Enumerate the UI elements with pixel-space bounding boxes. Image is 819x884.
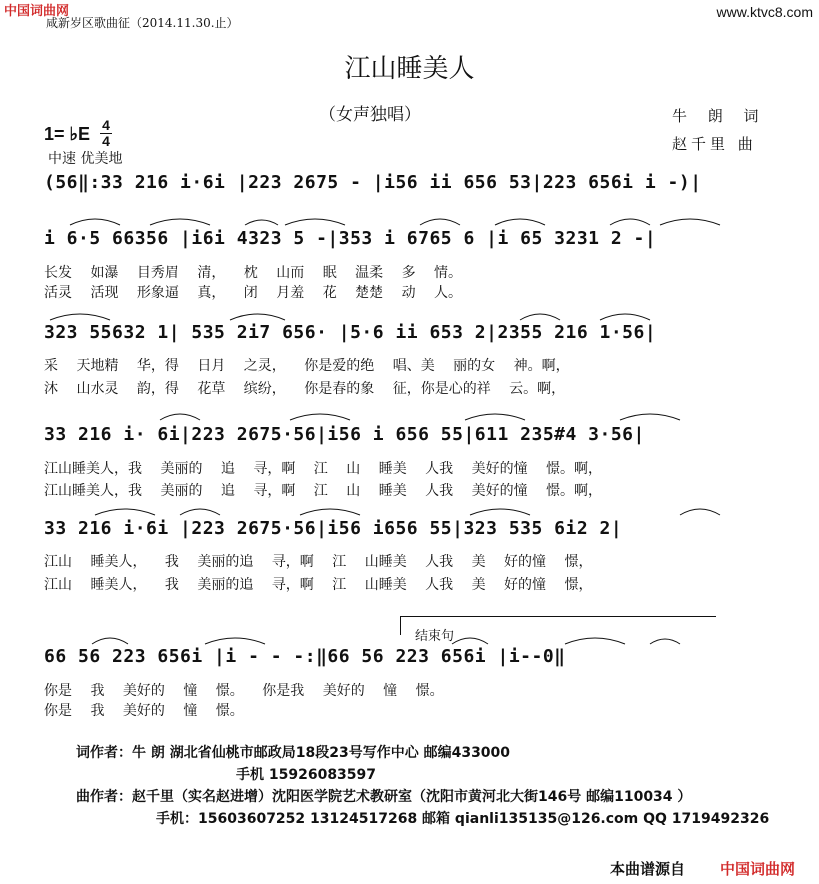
source-prefix: 本曲谱源自 [610, 860, 686, 878]
lyric-line-2-verse-1: 长发 如瀑 目秀眉 清， 枕 山而 眠 温柔 多 情。 [44, 265, 463, 281]
notation-line-6: 66 56 223 656i |i - - -:‖66 56 223 656i |i--0‖ [44, 646, 566, 667]
song-subtitle: （女声独唱） [319, 105, 421, 125]
lyricist-phone: 手机 15926083597 [236, 767, 377, 783]
notation-line-3: 323 55632 1| 535 2i7 656· |5·6 ii 653 2|2355 216 1·56| [44, 322, 657, 343]
time-signature-bottom: 4 [102, 133, 110, 149]
lyric-line-2-verse-2: 活灵 活现 形象逼 真， 闭 月羞 花 楚楚 动 人。 [44, 285, 463, 301]
lyric-line-6-verse-2: 你是 我 美好的 憧 憬。 [44, 703, 244, 719]
composer-credit: 赵千里 曲 [672, 135, 757, 153]
lyric-line-5-verse-2: 江山 睡美人， 我 美丽的追 寻，啊 江 山睡美 人我 美 好的憧 憬， [44, 577, 593, 593]
key-signature: 1= ♭E [44, 124, 91, 144]
lyric-line-3-verse-1: 采 天地精 华，得 日月 之灵， 你是爱的绝 唱、美 丽的女 神。啊， [44, 358, 570, 374]
notation-line-5: 33 216 i·6i |223 2675·56|i56 i656 55|323 535 6i2 2| [44, 518, 623, 539]
composer-contact: 手机：15603607252 13124517268 邮箱 qianli135135@126.com QQ 1719492326 [156, 811, 770, 827]
ending-label: 结束句 [415, 629, 455, 644]
contest-note: 咸新岁区歌曲征（2014.11.30.止） [46, 16, 239, 30]
watermark-url[interactable]: www.ktvc8.com [716, 4, 813, 20]
tempo-marking: 中速 优美地 [48, 151, 123, 167]
song-title: 江山睡美人 [344, 54, 475, 84]
lyricist-credit: 牛 朗 词 [672, 107, 767, 125]
source-site-link[interactable]: 中国词曲网 [720, 860, 796, 878]
lyric-line-4-verse-1: 江山睡美人，我 美丽的 追 寻，啊 江 山 睡美 人我 美好的憧 憬。啊， [44, 461, 603, 477]
time-signature-top: 4 [102, 117, 110, 133]
composer-address: 曲作者：赵千里（实名赵进增）沈阳医学院艺术教研室（沈阳市黄河北大街146号 邮编110034 ） [76, 789, 692, 805]
lyric-line-6-verse-1: 你是 我 美好的 憧 憬。 你是我 美好的 憧 憬。 [44, 683, 444, 699]
lyricist-address: 词作者：牛 朗 湖北省仙桃市邮政局18段23号写作中心 邮编433000 [76, 745, 511, 761]
lyric-line-4-verse-2: 江山睡美人，我 美丽的 追 寻，啊 江 山 睡美 人我 美好的憧 憬。啊， [44, 483, 603, 499]
lyric-line-5-verse-1: 江山 睡美人， 我 美丽的追 寻，啊 江 山睡美 人我 美 好的憧 憬， [44, 554, 593, 570]
notation-line-4: 33 216 i· 6i|223 2675·56|i56 i 656 55|611 235#4 3·56| [44, 424, 645, 445]
watermark-site-name: 中国词曲网 [4, 4, 70, 19]
notation-line-2: i 6·5 66356 |i6i 4323 5 -|353 i 6765 6 |i 65 3231 2 -| [44, 228, 657, 249]
lyric-line-3-verse-2: 沐 山水灵 韵，得 花草 缤纷， 你是春的象 征，你是心的祥 云。啊， [44, 381, 566, 397]
notation-line-1: (56‖:33 216 i·6i |223 2675 - |i56 ii 656 53|223 656i i -)| [44, 172, 702, 193]
